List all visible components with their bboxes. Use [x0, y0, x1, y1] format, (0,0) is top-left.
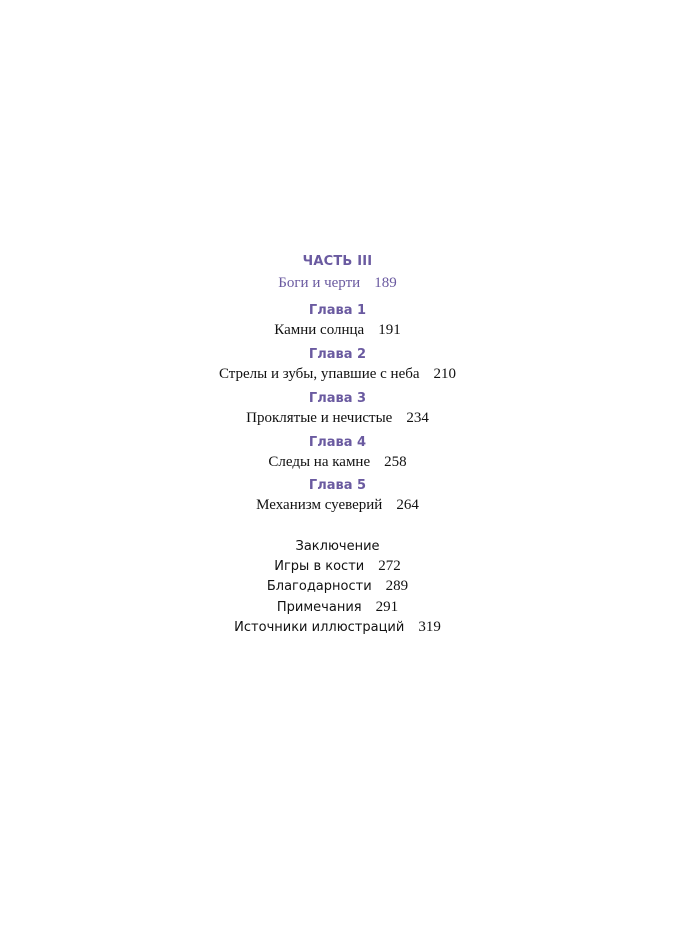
- chapter-5-entry[interactable]: [0, 497, 675, 514]
- notes-entry[interactable]: [0, 599, 675, 616]
- illustration-sources-title: Источники иллюстраций: [234, 620, 405, 635]
- chapter-2-label: Глава 2: [308, 347, 367, 362]
- acknowledgements-title: Благодарности: [266, 579, 372, 594]
- acknowledgements-page-number: 289: [385, 578, 409, 594]
- chapter-page-number: 210: [433, 366, 457, 382]
- chapter-page-number: 234: [406, 410, 429, 426]
- chapter-page-number: 258: [384, 454, 407, 470]
- chapter-4-entry[interactable]: [0, 454, 675, 471]
- chapter-4-label: Глава 4: [308, 435, 367, 450]
- conclusion-subtitle: Игры в кости: [274, 559, 365, 574]
- chapter-1-entry[interactable]: [0, 322, 675, 339]
- chapter-page-number: 191: [378, 322, 401, 338]
- conclusion-entry[interactable]: [0, 558, 675, 575]
- notes-page-number: 291: [375, 599, 399, 615]
- chapter-3-entry[interactable]: [0, 410, 675, 427]
- chapter-title: Стрелы и зубы, упавшие с неба: [218, 366, 420, 382]
- part-title: Боги и черти: [278, 275, 361, 291]
- part-entry[interactable]: [0, 275, 675, 292]
- chapter-title: Камни солнца: [274, 322, 365, 338]
- chapter-title: Механизм суеверий: [256, 497, 383, 513]
- conclusion-page-number: 272: [378, 558, 401, 574]
- chapter-title: Следы на камне: [268, 454, 371, 470]
- chapter-page-number: 264: [396, 497, 419, 513]
- chapter-title: Проклятые и нечистые: [246, 410, 393, 426]
- chapter-5-label: Глава 5: [308, 478, 367, 493]
- chapter-2-entry[interactable]: [0, 366, 675, 383]
- chapter-3-label: Глава 3: [308, 391, 367, 406]
- chapter-1-label: Глава 1: [308, 303, 367, 318]
- conclusion-label: Заключение: [295, 539, 380, 554]
- acknowledgements-entry[interactable]: [0, 578, 675, 595]
- notes-title: Примечания: [276, 600, 362, 615]
- illustration-sources-page-number: 319: [418, 619, 441, 635]
- illustration-sources-entry[interactable]: [0, 619, 675, 636]
- part-page-number: 189: [374, 275, 397, 291]
- part-label: ЧАСТЬ III: [302, 254, 373, 269]
